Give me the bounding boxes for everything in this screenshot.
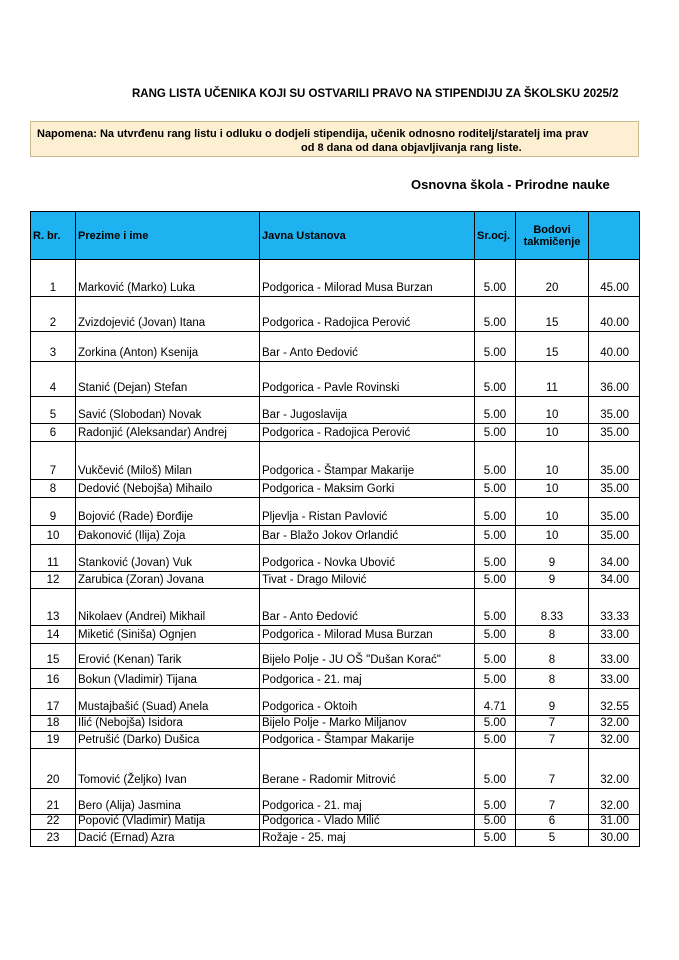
rank-cell: 14 <box>31 626 76 644</box>
name-cell: Bojović (Rade) Đorđije <box>76 498 260 526</box>
section-heading: Osnovna škola - Prirodne nauke <box>411 177 610 192</box>
total-cell: 33.33 <box>589 589 640 626</box>
total-cell: 36.00 <box>589 362 640 397</box>
name-cell: Ilić (Nebojša) Isidora <box>76 716 260 732</box>
name-cell: Vukčević (Miloš) Milan <box>76 442 260 480</box>
total-cell: 32.00 <box>589 732 640 749</box>
points-cell: 10 <box>516 424 589 442</box>
notice-box <box>30 121 639 157</box>
total-cell: 30.00 <box>589 830 640 847</box>
rank-cell: 7 <box>31 442 76 480</box>
table-row <box>31 362 640 397</box>
school-cell: Rožaje - 25. maj <box>260 830 475 847</box>
col-header-total <box>589 212 640 260</box>
col-header-school: Javna Ustanova <box>260 212 475 260</box>
points-cell: 10 <box>516 480 589 498</box>
grade-cell: 5.00 <box>475 297 516 332</box>
name-cell: Zarubica (Zoran) Jovana <box>76 572 260 589</box>
table-row <box>31 332 640 362</box>
rank-cell: 12 <box>31 572 76 589</box>
table-row <box>31 397 640 424</box>
table-row <box>31 572 640 589</box>
school-cell: Podgorica - Štampar Makarije <box>260 442 475 480</box>
school-cell: Bar - Anto Đedović <box>260 589 475 626</box>
grade-cell: 5.00 <box>475 480 516 498</box>
points-cell: 6 <box>516 815 589 830</box>
name-cell: Mustajbašić (Suad) Anela <box>76 689 260 716</box>
table-row <box>31 716 640 732</box>
school-cell: Bar - Jugoslavija <box>260 397 475 424</box>
points-cell: 8 <box>516 669 589 689</box>
col-header-grade: Sr.ocj. <box>475 212 516 260</box>
total-cell: 32.55 <box>589 689 640 716</box>
grade-cell: 5.00 <box>475 716 516 732</box>
notice-line-1: Napomena: Na utvrđenu rang listu i odluku o dodjeli stipendija, učenik odnosno roditelj/staratelj ima prav <box>37 128 589 140</box>
grade-cell: 5.00 <box>475 397 516 424</box>
school-cell: Bijelo Polje - JU OŠ "Dušan Korać" <box>260 644 475 669</box>
rank-cell: 22 <box>31 815 76 830</box>
notice-line-2: od 8 dana od dana objavljivanja rang liste. <box>301 142 522 154</box>
total-cell: 34.00 <box>589 545 640 572</box>
document-title: RANG LISTA UČENIKA KOJI SU OSTVARILI PRAVO NA STIPENDIJU ZA ŠKOLSKU 2025/2 <box>132 88 619 100</box>
school-cell: Podgorica - Novka Ubović <box>260 545 475 572</box>
rank-cell: 19 <box>31 732 76 749</box>
school-cell: Bijelo Polje - Marko Miljanov <box>260 716 475 732</box>
rank-cell: 10 <box>31 526 76 545</box>
rank-cell: 8 <box>31 480 76 498</box>
points-cell: 20 <box>516 260 589 297</box>
name-cell: Marković (Marko) Luka <box>76 260 260 297</box>
rank-cell: 20 <box>31 749 76 789</box>
grade-cell: 5.00 <box>475 749 516 789</box>
col-header-name: Prezime i ime <box>76 212 260 260</box>
table-row <box>31 669 640 689</box>
total-cell: 34.00 <box>589 572 640 589</box>
school-cell: Podgorica - Radojica Perović <box>260 297 475 332</box>
total-cell: 35.00 <box>589 498 640 526</box>
name-cell: Erović (Kenan) Tarik <box>76 644 260 669</box>
points-cell: 5 <box>516 830 589 847</box>
name-cell: Zorkina (Anton) Ksenija <box>76 332 260 362</box>
total-cell: 35.00 <box>589 397 640 424</box>
school-cell: Podgorica - 21. maj <box>260 669 475 689</box>
rank-cell: 1 <box>31 260 76 297</box>
name-cell: Savić (Slobodan) Novak <box>76 397 260 424</box>
points-cell: 7 <box>516 716 589 732</box>
grade-cell: 5.00 <box>475 260 516 297</box>
total-cell: 40.00 <box>589 297 640 332</box>
table-row <box>31 626 640 644</box>
school-cell: Podgorica - Oktoih <box>260 689 475 716</box>
name-cell: Radonjić (Aleksandar) Andrej <box>76 424 260 442</box>
school-cell: Podgorica - Vlado Milić <box>260 815 475 830</box>
name-cell: Dedović (Nebojša) Mihailo <box>76 480 260 498</box>
name-cell: Bero (Alija) Jasmina <box>76 789 260 815</box>
table-row <box>31 815 640 830</box>
rank-cell: 9 <box>31 498 76 526</box>
name-cell: Tomović (Željko) Ivan <box>76 749 260 789</box>
rank-cell: 4 <box>31 362 76 397</box>
school-cell: Bar - Anto Đedović <box>260 332 475 362</box>
rank-cell: 11 <box>31 545 76 572</box>
grade-cell: 5.00 <box>475 789 516 815</box>
school-cell: Pljevlja - Ristan Pavlović <box>260 498 475 526</box>
table-row <box>31 480 640 498</box>
total-cell: 31.00 <box>589 815 640 830</box>
rank-cell: 6 <box>31 424 76 442</box>
table-row <box>31 732 640 749</box>
table-row <box>31 830 640 847</box>
name-cell: Stanković (Jovan) Vuk <box>76 545 260 572</box>
table-row <box>31 297 640 332</box>
school-cell: Podgorica - Maksim Gorki <box>260 480 475 498</box>
points-cell: 7 <box>516 749 589 789</box>
school-cell: Bar - Blažo Jokov Orlandić <box>260 526 475 545</box>
grade-cell: 5.00 <box>475 526 516 545</box>
grade-cell: 5.00 <box>475 589 516 626</box>
points-cell: 15 <box>516 332 589 362</box>
rank-cell: 2 <box>31 297 76 332</box>
points-cell: 15 <box>516 297 589 332</box>
table-header-row <box>31 212 640 260</box>
name-cell: Miketić (Siniša) Ognjen <box>76 626 260 644</box>
points-cell: 7 <box>516 732 589 749</box>
total-cell: 35.00 <box>589 424 640 442</box>
grade-cell: 5.00 <box>475 442 516 480</box>
school-cell: Podgorica - Milorad Musa Burzan <box>260 260 475 297</box>
points-cell: 8 <box>516 644 589 669</box>
grade-cell: 5.00 <box>475 644 516 669</box>
total-cell: 40.00 <box>589 332 640 362</box>
ranking-table <box>30 211 640 847</box>
name-cell: Nikolaev (Andrei) Mikhail <box>76 589 260 626</box>
table-row <box>31 644 640 669</box>
school-cell: Podgorica - Radojica Perović <box>260 424 475 442</box>
grade-cell: 5.00 <box>475 815 516 830</box>
points-cell: 10 <box>516 526 589 545</box>
total-cell: 32.00 <box>589 716 640 732</box>
grade-cell: 4.71 <box>475 689 516 716</box>
points-cell: 10 <box>516 498 589 526</box>
total-cell: 33.00 <box>589 626 640 644</box>
grade-cell: 5.00 <box>475 424 516 442</box>
points-cell: 10 <box>516 442 589 480</box>
grade-cell: 5.00 <box>475 572 516 589</box>
school-cell: Podgorica - Štampar Makarije <box>260 732 475 749</box>
school-cell: Berane - Radomir Mitrović <box>260 749 475 789</box>
table-row <box>31 526 640 545</box>
points-cell: 8.33 <box>516 589 589 626</box>
points-cell: 7 <box>516 789 589 815</box>
table-row <box>31 498 640 526</box>
table-row <box>31 749 640 789</box>
grade-cell: 5.00 <box>475 498 516 526</box>
total-cell: 32.00 <box>589 789 640 815</box>
points-cell: 11 <box>516 362 589 397</box>
rank-cell: 18 <box>31 716 76 732</box>
rank-cell: 15 <box>31 644 76 669</box>
total-cell: 35.00 <box>589 442 640 480</box>
col-header-points: Bodovi takmičenje <box>516 212 589 260</box>
points-cell: 9 <box>516 545 589 572</box>
grade-cell: 5.00 <box>475 669 516 689</box>
table-row <box>31 589 640 626</box>
name-cell: Petrušić (Darko) Dušica <box>76 732 260 749</box>
points-cell: 9 <box>516 689 589 716</box>
rank-cell: 5 <box>31 397 76 424</box>
table-row <box>31 545 640 572</box>
school-cell: Podgorica - Milorad Musa Burzan <box>260 626 475 644</box>
total-cell: 35.00 <box>589 526 640 545</box>
name-cell: Bokun (Vladimir) Tijana <box>76 669 260 689</box>
table-row <box>31 442 640 480</box>
grade-cell: 5.00 <box>475 732 516 749</box>
table-row <box>31 789 640 815</box>
name-cell: Zvizdojević (Jovan) Itana <box>76 297 260 332</box>
grade-cell: 5.00 <box>475 626 516 644</box>
points-cell: 8 <box>516 626 589 644</box>
rank-cell: 16 <box>31 669 76 689</box>
table-row <box>31 424 640 442</box>
rank-cell: 21 <box>31 789 76 815</box>
col-header-rank: R. br. <box>31 212 76 260</box>
grade-cell: 5.00 <box>475 545 516 572</box>
name-cell: Dacić (Ernad) Azra <box>76 830 260 847</box>
grade-cell: 5.00 <box>475 830 516 847</box>
total-cell: 33.00 <box>589 644 640 669</box>
rank-cell: 17 <box>31 689 76 716</box>
name-cell: Stanić (Dejan) Stefan <box>76 362 260 397</box>
school-cell: Podgorica - 21. maj <box>260 789 475 815</box>
school-cell: Podgorica - Pavle Rovinski <box>260 362 475 397</box>
rank-cell: 13 <box>31 589 76 626</box>
grade-cell: 5.00 <box>475 332 516 362</box>
table-row <box>31 689 640 716</box>
table-row <box>31 260 640 297</box>
school-cell: Tivat - Drago Milović <box>260 572 475 589</box>
name-cell: Popović (Vladimir) Matija <box>76 815 260 830</box>
grade-cell: 5.00 <box>475 362 516 397</box>
total-cell: 33.00 <box>589 669 640 689</box>
rank-cell: 23 <box>31 830 76 847</box>
name-cell: Đakonović (Ilija) Zoja <box>76 526 260 545</box>
points-cell: 10 <box>516 397 589 424</box>
total-cell: 32.00 <box>589 749 640 789</box>
total-cell: 45.00 <box>589 260 640 297</box>
rank-cell: 3 <box>31 332 76 362</box>
total-cell: 35.00 <box>589 480 640 498</box>
points-cell: 9 <box>516 572 589 589</box>
